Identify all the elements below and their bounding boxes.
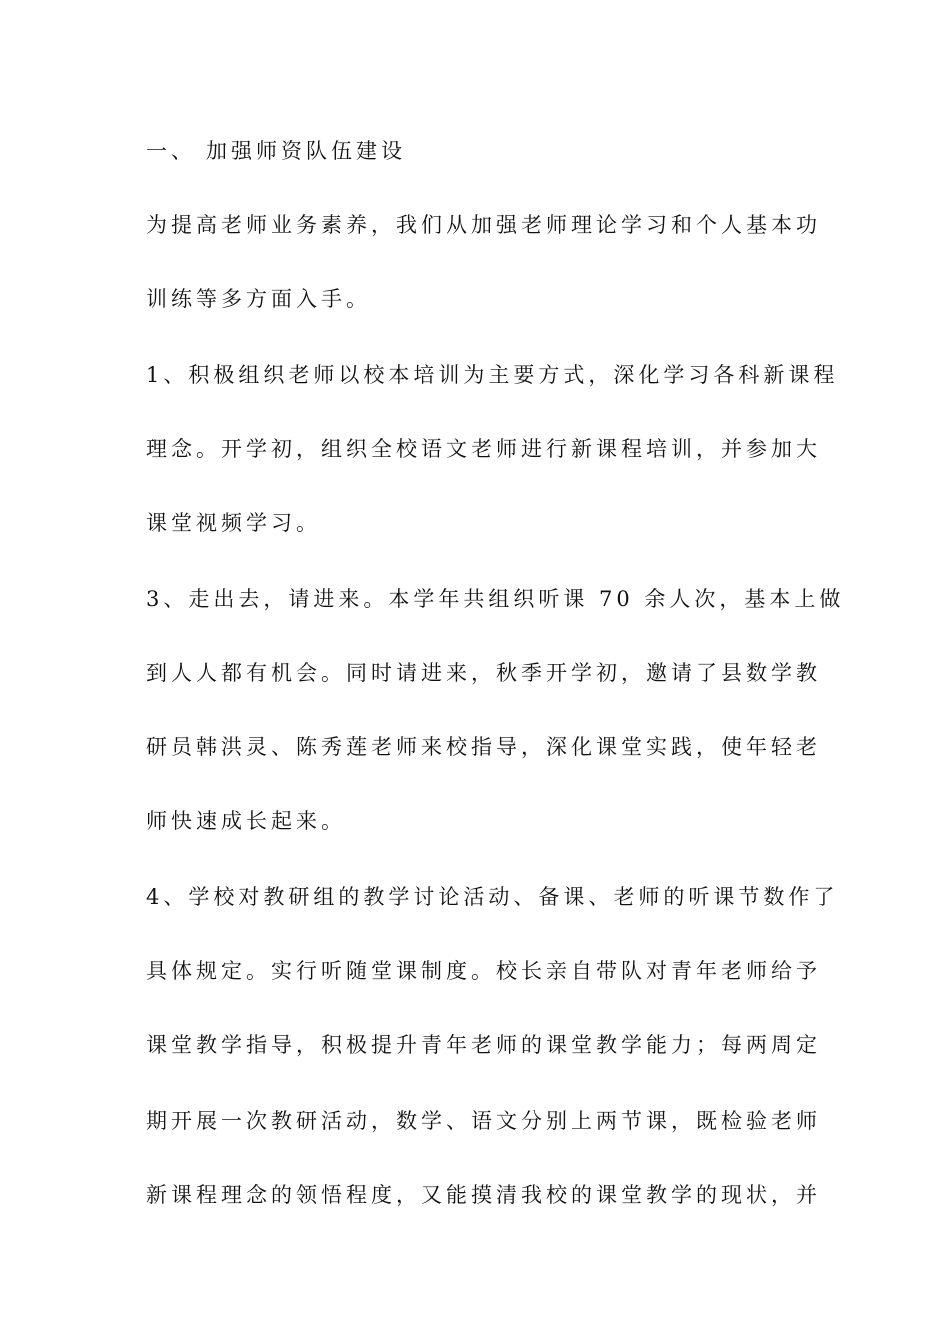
section-number: 一、 — [146, 139, 196, 163]
text-line: 课堂视频学习。 — [146, 511, 321, 535]
text-line: 新课程理念的领悟程度，又能摸清我校的课堂教学的现状，并 — [146, 1183, 821, 1207]
text-line: 研员韩洪灵、陈秀莲老师来校指导，深化课堂实践，使年轻老 — [146, 735, 821, 759]
section-heading — [146, 131, 826, 171]
text-line: 具体规定。实行听随堂课制度。校长亲自带队对青年老师给予 — [146, 959, 821, 983]
text-line: 3、走出去，请进来。本学年共组织听课 70 余人次，基本上做 — [146, 587, 845, 611]
text-line: 到人人都有机会。同时请进来，秋季开学初，邀请了县数学教 — [146, 661, 821, 685]
text-line: 期开展一次教研活动，数学、语文分别上两节课，既检验老师 — [146, 1109, 821, 1133]
text-line: 训练等多方面入手。 — [146, 287, 371, 311]
text-line: 4、学校对教研组的教学讨论活动、备课、老师的听课节数作了 — [146, 885, 839, 909]
text-line: 1、积极组织老师以校本培训为主要方式，深化学习各科新课程 — [146, 363, 839, 387]
section-title: 加强师资队伍建设 — [206, 139, 406, 163]
text-line: 师快速成长起来。 — [146, 809, 346, 833]
text-line: 理念。开学初，组织全校语文老师进行新课程培训，并参加大 — [146, 437, 821, 461]
text-line: 课堂教学指导，积极提升青年老师的课堂教学能力；每两周定 — [146, 1033, 821, 1057]
text-line: 为提高老师业务素养，我们从加强老师理论学习和个人基本功 — [146, 213, 821, 237]
